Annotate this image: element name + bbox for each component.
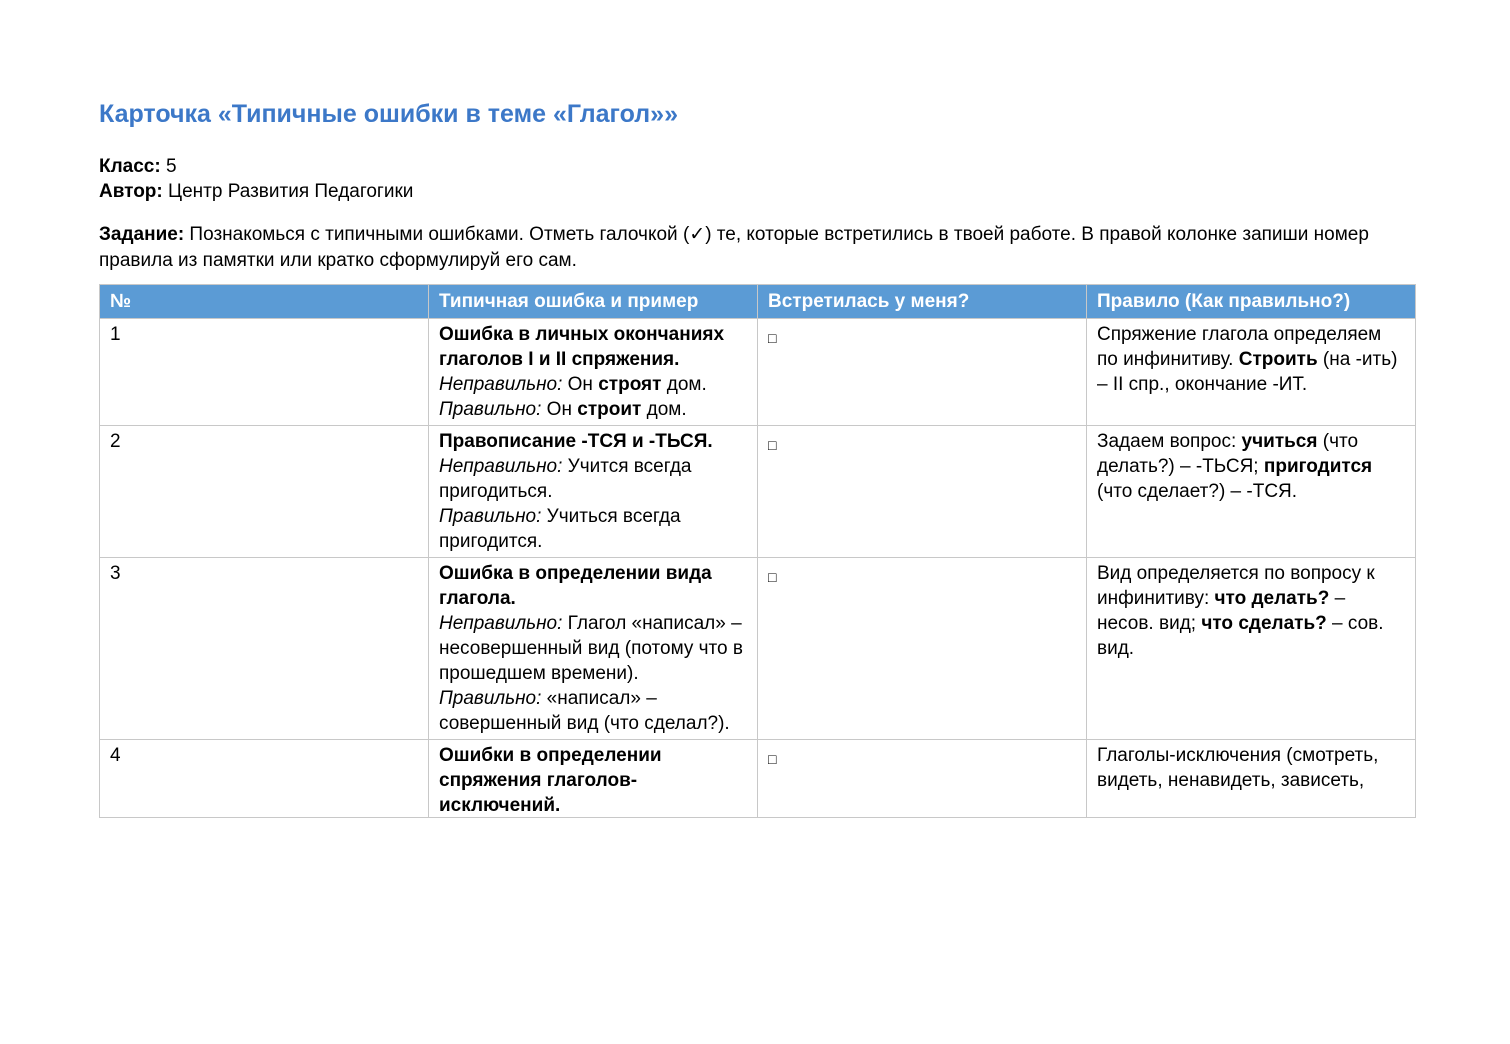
error-title: Правописание -ТСЯ и -ТЬСЯ. <box>439 431 713 452</box>
rule-bold: что сделать? <box>1201 613 1327 634</box>
rule-bold: что делать? <box>1214 588 1330 609</box>
header-error: Типичная ошибка и пример <box>429 285 758 319</box>
table-header-row <box>100 285 1416 319</box>
error-cell <box>429 558 758 740</box>
wrong-label: Неправильно: <box>439 374 563 395</box>
rule-bold: пригодится <box>1263 456 1373 477</box>
error-title: Ошибка в личных окончаниях глаголов I и II спряжения. <box>439 324 725 370</box>
wrong-word: строят <box>598 374 662 395</box>
rule-text: Глаголы-исключения (смотреть, видеть, ненавидеть, зависеть, <box>1097 745 1379 791</box>
right-text: Учиться всегда пригодится. <box>439 506 681 552</box>
header-rule: Правило (Как правильно?) <box>1087 285 1416 319</box>
error-cell <box>429 426 758 558</box>
encountered-cell[interactable] <box>758 426 1087 558</box>
task-label: Задание: <box>99 224 185 245</box>
header-num: № <box>100 285 429 319</box>
rule-text: Спряжение глагола определяем по инфинитиву. <box>1097 324 1382 370</box>
row-number: 1 <box>100 319 429 426</box>
page-title: Карточка «Типичные ошибки в теме «Глагол»» <box>99 100 678 128</box>
rule-cell <box>1087 740 1416 818</box>
table-row <box>100 426 1416 558</box>
encountered-cell[interactable] <box>758 558 1087 740</box>
rule-cell <box>1087 426 1416 558</box>
right-text: «написал» – совершенный вид (что сделал?). <box>439 688 730 734</box>
author-line <box>99 179 1415 204</box>
rule-text: (что делать?) – -ТЬСЯ; <box>1097 431 1359 477</box>
rule-cell <box>1087 558 1416 740</box>
row-number <box>100 740 429 818</box>
header-encountered: Встретилась у меня? <box>758 285 1087 319</box>
error-title: Ошибка в определении вида глагола. <box>439 563 712 609</box>
task-text: Познакомься с типичными ошибками. Отметь галочкой (✓) те, которые встретились в твоей работе. В правой колонке запиши номер правила из памятки или кратко сформулируй его сам. <box>99 224 1369 271</box>
encountered-cell[interactable] <box>758 319 1087 426</box>
rule-bold: учиться <box>1241 431 1318 452</box>
checkbox[interactable]: □ <box>768 751 777 767</box>
row-number: 3 <box>100 558 429 740</box>
row-number: 2 <box>100 426 429 558</box>
right-label: Правильно: <box>439 688 542 709</box>
rule-text: (что сделает?) – -ТСЯ. <box>1097 481 1298 502</box>
rule-text: Задаем вопрос: <box>1097 431 1242 452</box>
document-page <box>99 96 1415 818</box>
wrong-label: Неправильно: <box>439 613 563 634</box>
right-word: строит <box>577 399 642 420</box>
error-title: Ошибки в определении спряжения глаголов-исключений. <box>439 745 662 814</box>
rule-text: – сов. вид. <box>1097 613 1384 659</box>
row-number-text: 4 <box>110 745 121 766</box>
wrong-label: Неправильно: <box>439 456 563 477</box>
class-value: 5 <box>160 156 177 177</box>
errors-table <box>99 284 1416 818</box>
author-label: Автор: <box>99 181 163 202</box>
rule-text: – несов. вид; <box>1097 588 1346 634</box>
right-text: Он <box>541 399 578 420</box>
table-row <box>100 558 1416 740</box>
rule-cell <box>1087 319 1416 426</box>
checkbox[interactable]: □ <box>768 330 777 346</box>
meta-block <box>99 154 1415 204</box>
right-label: Правильно: <box>439 506 542 527</box>
table-row <box>100 740 1416 818</box>
error-cell-clip <box>439 743 747 814</box>
error-cell <box>429 319 758 426</box>
rule-text: (на -ить) – II спр., окончание -ИТ. <box>1097 349 1398 395</box>
wrong-text: Глагол «написал» – несовершенный вид (потому что в прошедшем времени). <box>439 613 743 684</box>
author-value: Центр Развития Педагогики <box>162 181 414 202</box>
rule-cell-clip <box>1097 743 1405 814</box>
error-cell <box>429 740 758 818</box>
wrong-text: Он <box>562 374 599 395</box>
table-row <box>100 319 1416 426</box>
wrong-text: Учится всегда пригодиться. <box>439 456 692 502</box>
encountered-cell-clip <box>768 743 1076 814</box>
class-line <box>99 154 1415 179</box>
right-text: дом. <box>641 399 687 420</box>
checkbox[interactable]: □ <box>768 569 777 585</box>
rule-text: Вид определяется по вопросу к инфинитиву: <box>1097 563 1375 609</box>
rule-bold: Строить <box>1238 349 1318 370</box>
task-paragraph <box>99 222 1415 274</box>
class-label: Класс: <box>99 156 161 177</box>
right-label: Правильно: <box>439 399 542 420</box>
checkbox[interactable]: □ <box>768 437 777 453</box>
wrong-text: дом. <box>661 374 707 395</box>
encountered-cell[interactable] <box>758 740 1087 818</box>
